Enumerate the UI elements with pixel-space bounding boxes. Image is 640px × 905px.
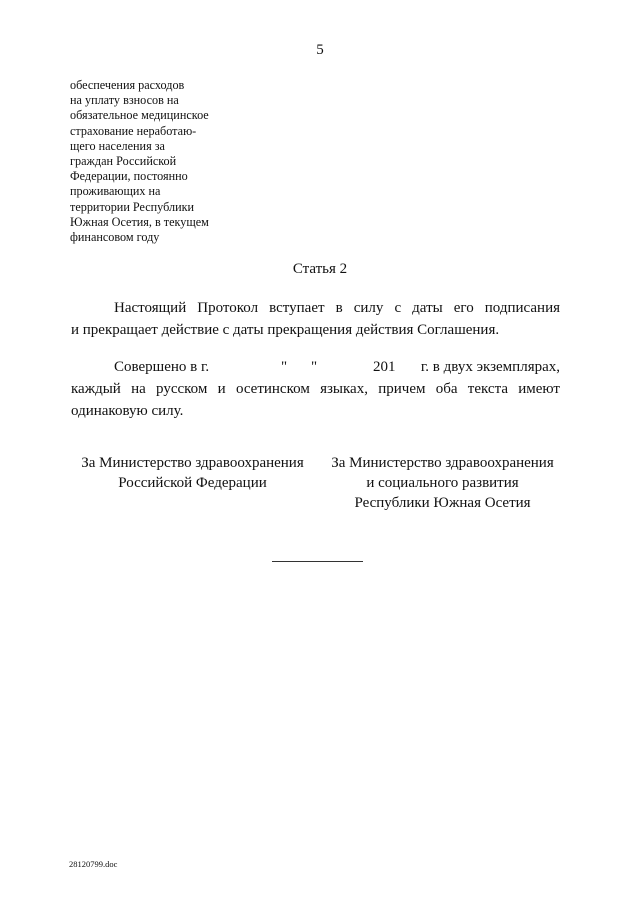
signature-line: и социального развития (366, 475, 519, 491)
signature-line: За Министерство здравоохранения (331, 455, 554, 471)
side-note-line: щего населения за (70, 138, 165, 153)
paragraph-done-at (71, 356, 560, 422)
side-note-line: обязательное медицинское (70, 108, 209, 123)
article-heading: Статья 2 (292, 261, 348, 277)
side-note-line: страхование неработаю- (70, 123, 197, 138)
side-note-line: Федерации, постоянно (70, 169, 188, 184)
date-quote-close: " (311, 359, 318, 375)
paragraph-line: одинаковую силу. (71, 403, 184, 419)
done-at-suffix: г. в двух экземплярах, (420, 359, 560, 375)
side-note-line: финансовом году (70, 230, 160, 245)
side-note-line: граждан Российской (70, 154, 177, 169)
side-note-line: территории Республики (70, 199, 195, 214)
file-reference: 28120799.doc (69, 859, 118, 869)
side-note-line: Южная Осетия, в текущем (70, 214, 209, 229)
side-note-line: проживающих на (70, 184, 161, 199)
signature-block-russia (70, 453, 315, 493)
side-note-line: на уплату взносов на (70, 93, 179, 108)
date-quote-open: " (281, 359, 288, 375)
paragraph-line: каждый на русском и осетинском языках, причем оба текста имеют (71, 381, 560, 397)
paragraph-entry-into-force (71, 297, 560, 341)
year-field: 201 (373, 359, 396, 375)
signature-line: Российской Федерации (118, 475, 267, 491)
paragraph-line: Настоящий Протокол вступает в силу с даты его подписания (114, 300, 560, 316)
done-at-line (71, 356, 560, 378)
signature-line: Республики Южная Осетия (354, 495, 531, 511)
signature-block-south-ossetia (325, 453, 560, 513)
page-number: 5 (316, 42, 324, 58)
side-note-line: обеспечения расходов (70, 78, 185, 92)
done-at-prefix: Совершено в г. (114, 359, 210, 375)
closing-rule (272, 561, 363, 562)
signature-line: За Министерство здравоохранения (81, 455, 304, 471)
side-note (70, 78, 230, 245)
paragraph-line: и прекращает действие с даты прекращения действия Соглашения. (71, 322, 500, 338)
